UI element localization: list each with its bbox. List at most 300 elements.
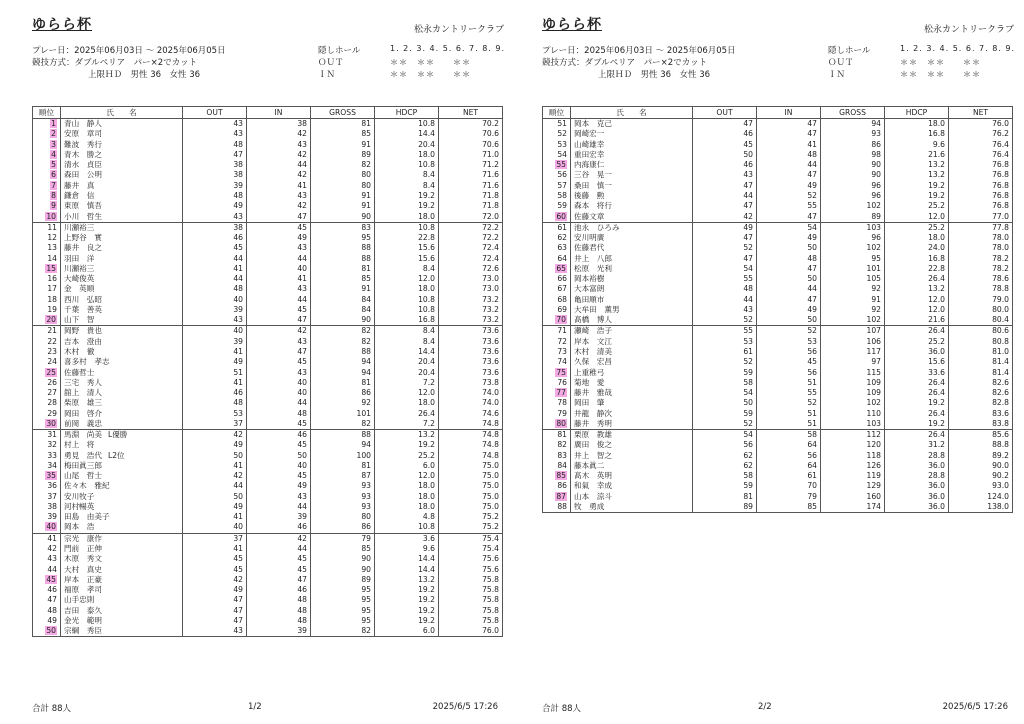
name-cell <box>61 398 183 408</box>
name-cell <box>61 233 183 243</box>
player-name: 和氣 幸成 <box>574 481 612 491</box>
in-cell: 51 <box>757 408 821 418</box>
player-name: 安川牧子 <box>64 491 95 501</box>
net-cell: 82.8 <box>949 398 1013 408</box>
name-cell <box>571 295 693 305</box>
net-cell: 75.8 <box>439 595 503 605</box>
in-cell: 44 <box>757 160 821 170</box>
net-cell: 75.0 <box>439 461 503 471</box>
table-row <box>543 398 1013 408</box>
in-cell: 38 <box>247 119 311 130</box>
rank-cell <box>33 347 61 357</box>
table-row <box>543 274 1013 284</box>
name-cell <box>61 264 183 274</box>
rank-cell <box>33 243 61 253</box>
gross-cell: 89 <box>821 211 885 222</box>
header-gross: GROSS <box>311 107 375 119</box>
rank-value: 10 <box>46 211 56 221</box>
player-name: 藤井 真 <box>64 180 95 190</box>
in-cell: 64 <box>757 461 821 471</box>
table-row <box>33 378 503 388</box>
rank-cell <box>33 585 61 595</box>
table-row <box>33 211 503 222</box>
player-name: 喜多村 孝志 <box>64 357 110 367</box>
rank-value: 26 <box>47 377 57 387</box>
rank-value: 83 <box>557 450 567 460</box>
rank-cell <box>543 201 571 211</box>
rank-value: 74 <box>557 357 567 367</box>
rank-value: 57 <box>557 180 567 190</box>
out-cell: 49 <box>183 357 247 367</box>
table-row <box>33 222 503 233</box>
hdcp-cell: 20.4 <box>375 367 439 377</box>
out-cell: 38 <box>183 222 247 233</box>
in-cell: 43 <box>247 492 311 502</box>
player-name: 小川 哲生 <box>64 211 102 221</box>
net-cell: 73.2 <box>439 295 503 305</box>
net-cell: 74.0 <box>439 388 503 398</box>
out-cell: 41 <box>183 544 247 554</box>
player-name: 岡本 克己 <box>574 119 612 129</box>
table-row <box>33 315 503 326</box>
table-row <box>543 492 1013 502</box>
out-cell: 46 <box>693 129 757 139</box>
footer-date: 2025/6/5 17:26 <box>942 702 1008 712</box>
net-cell: 72.2 <box>439 233 503 243</box>
rank-cell <box>33 150 61 160</box>
name-cell <box>61 367 183 377</box>
player-name: 吉田 泰久 <box>64 605 102 615</box>
rank-cell <box>543 129 571 139</box>
table-row <box>33 295 503 305</box>
name-cell <box>61 295 183 305</box>
rank-value: 46 <box>47 585 57 595</box>
name-cell <box>61 626 183 637</box>
rank-value: 86 <box>557 481 567 491</box>
hdcp-cell: 9.6 <box>885 140 949 150</box>
rank-cell <box>33 233 61 243</box>
player-name: 難波 秀行 <box>64 139 102 149</box>
in-cell: 49 <box>247 233 311 243</box>
rank-cell <box>543 461 571 471</box>
in-cell: 64 <box>757 440 821 450</box>
player-name: 井上 智之 <box>574 450 612 460</box>
player-name: 清水 貞臣 <box>64 160 102 170</box>
player-name: 内海康仁 <box>574 160 605 170</box>
rank-value: 44 <box>47 564 57 574</box>
hdcp-cell: 7.2 <box>375 378 439 388</box>
net-cell: 81.4 <box>949 367 1013 377</box>
gross-cell: 117 <box>821 347 885 357</box>
net-cell: 80.4 <box>949 315 1013 326</box>
gross-cell: 85 <box>311 129 375 139</box>
gross-cell: 102 <box>821 201 885 211</box>
hdcp-cell: 26.4 <box>885 326 949 337</box>
hdcp-cell: 22.8 <box>885 264 949 274</box>
rank-value: 59 <box>557 201 567 211</box>
rank-cell <box>33 326 61 337</box>
player-name: 安原 章司 <box>64 129 102 139</box>
out-cell: 37 <box>183 419 247 430</box>
name-cell <box>571 284 693 294</box>
out-cell: 47 <box>183 605 247 615</box>
gross-cell: 87 <box>311 471 375 481</box>
rank-cell <box>33 295 61 305</box>
gross-cell: 101 <box>311 408 375 418</box>
player-name: 柴原 雄三 <box>64 398 102 408</box>
in-cell: 43 <box>247 284 311 294</box>
gross-cell: 91 <box>311 191 375 201</box>
rank-cell <box>543 378 571 388</box>
rank-cell <box>543 305 571 315</box>
player-name: 岸本 正豪 <box>64 574 102 584</box>
rank-cell <box>33 461 61 471</box>
in-cell: 43 <box>247 191 311 201</box>
rank-cell <box>543 337 571 347</box>
net-cell: 74.8 <box>439 419 503 430</box>
player-name: 大崎俊英 <box>64 274 95 284</box>
hdcp-cell: 19.2 <box>375 440 439 450</box>
rank-cell <box>33 129 61 139</box>
hdcp-cell: 19.2 <box>885 181 949 191</box>
rank-value: 28 <box>47 398 57 408</box>
rank-value: 21 <box>47 326 57 336</box>
table-row <box>33 243 503 253</box>
rank-value: 85 <box>556 471 566 481</box>
name-cell <box>571 274 693 284</box>
in-cell: 48 <box>757 150 821 160</box>
table-row <box>543 201 1013 211</box>
rank-value: 88 <box>557 501 567 511</box>
gross-cell: 126 <box>821 461 885 471</box>
hdcp-cell: 14.4 <box>375 347 439 357</box>
hdcp-cell: 21.6 <box>885 150 949 160</box>
player-name: 岡本 浩 <box>64 522 95 532</box>
table-row <box>543 295 1013 305</box>
table-row <box>33 160 503 170</box>
hdcp-cell: 26.4 <box>885 429 949 440</box>
in-cell: 41 <box>757 140 821 150</box>
net-cell: 75.0 <box>439 502 503 512</box>
table-row <box>33 502 503 512</box>
handicap-limit: 上限ＨＤ 男性 36 女性 36 <box>88 70 201 80</box>
gross-cell: 94 <box>821 119 885 130</box>
rank-cell <box>33 253 61 263</box>
footer-date: 2025/6/5 17:26 <box>432 702 498 712</box>
rank-cell <box>33 140 61 150</box>
net-cell: 89.2 <box>949 451 1013 461</box>
rank-value: 9 <box>51 201 56 211</box>
name-cell <box>61 575 183 585</box>
name-cell <box>61 544 183 554</box>
table-row <box>33 326 503 337</box>
gross-cell: 86 <box>821 140 885 150</box>
out-cell: 61 <box>693 347 757 357</box>
rank-cell <box>33 544 61 554</box>
footer-page: 1/2 <box>248 702 262 712</box>
rank-cell <box>543 284 571 294</box>
rank-value: 78 <box>557 398 567 408</box>
hidden-out-value: ＊＊ ＊＊ ＊＊ <box>900 58 981 67</box>
name-cell <box>61 388 183 398</box>
name-cell <box>61 616 183 626</box>
table-row <box>33 595 503 605</box>
out-cell: 39 <box>183 337 247 347</box>
header-net: NET <box>949 107 1013 119</box>
out-cell: 42 <box>183 471 247 481</box>
gross-cell: 102 <box>821 315 885 326</box>
rank-value: 81 <box>557 430 567 440</box>
net-cell: 76.4 <box>949 140 1013 150</box>
rank-cell <box>33 533 61 544</box>
player-name: 後藤 勲 <box>574 190 605 200</box>
table-row <box>543 222 1013 233</box>
hdcp-cell: 16.8 <box>885 129 949 139</box>
rank-value: 87 <box>556 491 566 501</box>
rank-value: 7 <box>51 180 56 190</box>
in-cell: 50 <box>757 243 821 253</box>
net-cell: 74.0 <box>439 398 503 408</box>
rank-value: 12 <box>47 233 57 243</box>
player-name: 金光 範明 <box>64 615 102 625</box>
hdcp-cell: 28.8 <box>885 471 949 481</box>
table-row <box>543 440 1013 450</box>
hdcp-cell: 19.2 <box>375 191 439 201</box>
out-cell: 41 <box>183 378 247 388</box>
gross-cell: 95 <box>311 585 375 595</box>
net-cell: 71.8 <box>439 201 503 211</box>
hdcp-cell: 19.2 <box>375 605 439 615</box>
hdcp-cell: 10.8 <box>375 522 439 533</box>
table-row <box>33 481 503 491</box>
gross-cell: 91 <box>311 284 375 294</box>
rank-cell <box>543 481 571 491</box>
out-cell: 47 <box>693 181 757 191</box>
table-row <box>33 492 503 502</box>
out-cell: 50 <box>183 451 247 461</box>
hdcp-cell: 14.4 <box>375 554 439 564</box>
name-cell <box>61 502 183 512</box>
hdcp-cell: 8.4 <box>375 170 439 180</box>
net-cell: 73.6 <box>439 326 503 337</box>
out-cell: 62 <box>693 461 757 471</box>
gross-cell: 105 <box>821 274 885 284</box>
in-cell: 42 <box>247 170 311 180</box>
name-cell <box>61 347 183 357</box>
out-cell: 40 <box>183 295 247 305</box>
gross-cell: 94 <box>311 440 375 450</box>
out-cell: 37 <box>183 533 247 544</box>
out-cell: 49 <box>183 440 247 450</box>
hdcp-cell: 19.2 <box>375 595 439 605</box>
out-cell: 50 <box>693 398 757 408</box>
net-cell: 73.8 <box>439 378 503 388</box>
player-name: 安川明廣 <box>574 233 605 243</box>
name-cell <box>571 222 693 233</box>
name-cell <box>571 337 693 347</box>
out-cell: 59 <box>693 367 757 377</box>
out-cell: 39 <box>183 181 247 191</box>
name-cell <box>61 451 183 461</box>
gross-cell: 93 <box>311 492 375 502</box>
player-name: 井龍 静次 <box>574 408 612 418</box>
hdcp-cell: 13.2 <box>885 170 949 180</box>
in-cell: 56 <box>757 451 821 461</box>
in-cell: 52 <box>757 326 821 337</box>
out-cell: 55 <box>693 274 757 284</box>
hdcp-cell: 16.8 <box>375 315 439 326</box>
in-cell: 42 <box>247 533 311 544</box>
net-cell: 75.8 <box>439 585 503 595</box>
net-cell: 76.0 <box>949 119 1013 130</box>
gross-cell: 101 <box>821 264 885 274</box>
rank-value: 19 <box>47 304 57 314</box>
table-row <box>543 140 1013 150</box>
header-out: OUT <box>693 107 757 119</box>
table-row <box>543 461 1013 471</box>
hdcp-cell: 12.0 <box>885 305 949 315</box>
table-row <box>33 564 503 574</box>
table-row <box>33 274 503 284</box>
table-row <box>33 150 503 160</box>
net-cell: 85.6 <box>949 429 1013 440</box>
gross-cell: 82 <box>311 626 375 637</box>
hdcp-cell: 12.0 <box>375 471 439 481</box>
net-cell: 72.6 <box>439 264 503 274</box>
rank-cell <box>33 284 61 294</box>
out-cell: 43 <box>183 315 247 326</box>
net-cell: 78.0 <box>949 243 1013 253</box>
name-cell <box>61 222 183 233</box>
hdcp-cell: 25.2 <box>375 451 439 461</box>
name-cell <box>571 201 693 211</box>
table-row <box>33 605 503 615</box>
net-cell: 73.0 <box>439 274 503 284</box>
gross-cell: 88 <box>311 253 375 263</box>
rank-value: 40 <box>46 522 56 532</box>
in-cell: 43 <box>247 243 311 253</box>
in-cell: 40 <box>247 378 311 388</box>
player-name: 藤本眞二 <box>574 460 605 470</box>
name-cell <box>571 315 693 326</box>
table-row <box>33 408 503 418</box>
name-cell <box>61 150 183 160</box>
out-cell: 58 <box>693 378 757 388</box>
net-cell: 75.0 <box>439 471 503 481</box>
out-cell: 81 <box>693 492 757 502</box>
player-name: 千葉 善英 <box>64 304 102 314</box>
hdcp-cell: 10.8 <box>375 222 439 233</box>
name-cell <box>571 264 693 274</box>
gross-cell: 97 <box>821 357 885 367</box>
rank-cell <box>33 554 61 564</box>
hdcp-cell: 19.2 <box>885 398 949 408</box>
header-net: NET <box>439 107 503 119</box>
hdcp-cell: 16.8 <box>885 253 949 263</box>
net-cell: 74.8 <box>439 440 503 450</box>
competition-format: 競技方式：ダブルペリア パー×2でカット <box>32 58 198 68</box>
rank-value: 27 <box>47 388 57 398</box>
rank-cell <box>543 451 571 461</box>
name-cell <box>61 305 183 315</box>
out-cell: 40 <box>183 326 247 337</box>
out-cell: 45 <box>693 140 757 150</box>
rank-cell <box>33 119 61 130</box>
rank-value: 43 <box>47 554 57 564</box>
in-cell: 47 <box>247 315 311 326</box>
gross-cell: 81 <box>311 119 375 130</box>
rank-cell <box>543 492 571 502</box>
table-row <box>543 253 1013 263</box>
table-row <box>33 512 503 522</box>
out-cell: 59 <box>693 481 757 491</box>
rank-value: 35 <box>46 471 56 481</box>
in-cell: 49 <box>247 481 311 491</box>
table-row <box>33 544 503 554</box>
rank-value: 16 <box>47 274 57 284</box>
net-cell: 77.8 <box>949 222 1013 233</box>
net-cell: 72.2 <box>439 222 503 233</box>
net-cell: 81.4 <box>949 357 1013 367</box>
table-row <box>543 481 1013 491</box>
out-cell: 50 <box>183 492 247 502</box>
table-row <box>33 233 503 243</box>
net-cell: 76.8 <box>949 191 1013 201</box>
hdcp-cell: 8.4 <box>375 181 439 191</box>
net-cell: 72.4 <box>439 243 503 253</box>
in-cell: 79 <box>757 492 821 502</box>
player-name: 藤井 雅哉 <box>574 388 612 398</box>
in-cell: 42 <box>247 150 311 160</box>
gross-cell: 85 <box>311 544 375 554</box>
rank-value: 24 <box>47 357 57 367</box>
gross-cell: 119 <box>821 471 885 481</box>
hdcp-cell: 12.0 <box>375 274 439 284</box>
player-name: 村上 将 <box>64 440 95 450</box>
out-cell: 53 <box>693 337 757 347</box>
gross-cell: 90 <box>821 160 885 170</box>
out-cell: 39 <box>183 305 247 315</box>
player-name: 山本 涼斗 <box>574 491 612 501</box>
table-row <box>543 129 1013 139</box>
award-note: L2位 <box>107 450 125 460</box>
net-cell: 70.6 <box>439 129 503 139</box>
hdcp-cell: 26.4 <box>885 408 949 418</box>
gross-cell: 79 <box>311 533 375 544</box>
hdcp-cell: 14.4 <box>375 564 439 574</box>
net-cell: 75.8 <box>439 575 503 585</box>
name-cell <box>61 211 183 222</box>
net-cell: 75.8 <box>439 616 503 626</box>
player-name: 井上 八郎 <box>574 253 612 263</box>
hdcp-cell: 36.0 <box>885 502 949 513</box>
out-cell: 47 <box>183 595 247 605</box>
rank-cell <box>543 140 571 150</box>
gross-cell: 89 <box>311 150 375 160</box>
hidden-in-value: ＊＊ ＊＊ ＊＊ <box>390 70 471 79</box>
rank-value: 15 <box>46 263 56 273</box>
net-cell: 76.0 <box>439 626 503 637</box>
in-cell: 42 <box>247 129 311 139</box>
in-cell: 47 <box>757 119 821 130</box>
gross-cell: 85 <box>311 274 375 284</box>
rank-cell <box>33 201 61 211</box>
gross-cell: 92 <box>821 305 885 315</box>
net-cell: 72.0 <box>439 211 503 222</box>
out-cell: 48 <box>693 284 757 294</box>
name-cell <box>571 119 693 130</box>
table-row <box>543 367 1013 377</box>
